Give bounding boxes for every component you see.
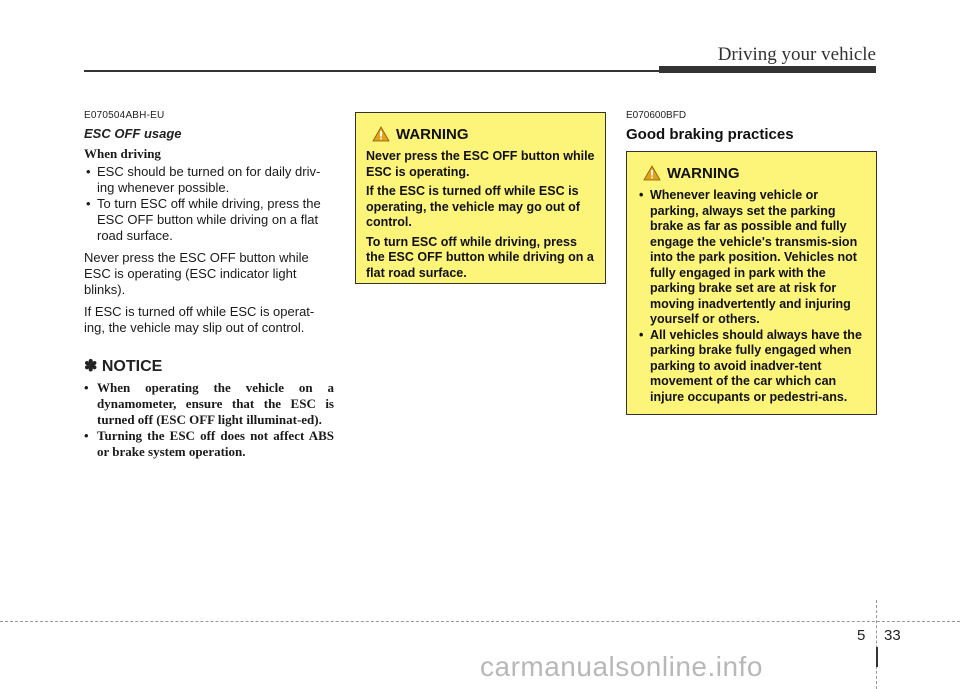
page-number: 33 [884, 627, 901, 644]
footer-divider [876, 600, 877, 689]
warning-triangle-icon [372, 126, 390, 142]
warning-paragraph: Never press the ESC OFF button while ESC is operating. [366, 149, 595, 179]
list-item: • ESC should be turned on for daily driv-ing whenever possible. [84, 164, 334, 196]
warning-triangle-icon [643, 165, 661, 181]
warning-paragraph: If the ESC is turned off while ESC is operating, the vehicle may go out of control. [366, 184, 580, 229]
header-rule [84, 70, 659, 72]
warning-list-item: • All vehicles should always have the parking brake fully engaged when parking to avoid inadver-tent movement of the car which can injure occupants or pedestri-ans. [637, 328, 866, 406]
chapter-number: 5 [857, 627, 866, 644]
section-title-braking: Good braking practices [626, 126, 794, 143]
when-driving-heading: When driving [84, 146, 161, 161]
notice-title: ✽ NOTICE [84, 358, 163, 375]
section-code: E070504ABH-EU [84, 110, 165, 121]
warning-text [637, 188, 866, 405]
notice-item: • Turning the ESC off does not affect ABS or brake system operation. [84, 428, 334, 460]
left-column [84, 110, 334, 460]
warning-box [355, 112, 606, 284]
paragraph: Never press the ESC OFF button while ESC is operating (ESC indicator light blinks). [84, 250, 309, 297]
section-subtitle: ESC OFF usage [84, 126, 182, 141]
paragraph: If ESC is turned off while ESC is operat-ing, the vehicle may slip out of control. [84, 304, 315, 335]
watermark: carmanualsonline.info [480, 651, 763, 682]
warning-header [637, 164, 866, 182]
warning-list-item: • Whenever leaving vehicle or parking, always set the parking brake as far as possible and fully engage the vehicle's transmis-sion into the park position. Vehicles not fully engaged in park with the parking brake set are at risk for moving inadvertently and injuring yourself or others. [637, 188, 866, 328]
warning-label: WARNING [667, 164, 740, 182]
section-title: Driving your vehicle [717, 44, 876, 65]
warning-box [626, 151, 877, 415]
section-code: E070600BFD [626, 110, 687, 121]
warning-label: WARNING [396, 125, 469, 143]
warning-paragraph: To turn ESC off while driving, press the ESC OFF button while driving on a flat road surface. [366, 234, 594, 280]
list-item: • To turn ESC off while driving, press the ESC OFF button while driving on a flat road surface. [84, 196, 334, 244]
warning-text [366, 149, 595, 281]
header-rule-accent [659, 66, 876, 73]
right-column [626, 110, 877, 143]
footer-bar [876, 647, 878, 667]
footer-rule [0, 621, 960, 622]
notice-item: • When operating the vehicle on a dynamometer, ensure that the ESC is turned off (ESC OFF light illuminat-ed). [84, 380, 334, 428]
warning-header [366, 125, 595, 143]
